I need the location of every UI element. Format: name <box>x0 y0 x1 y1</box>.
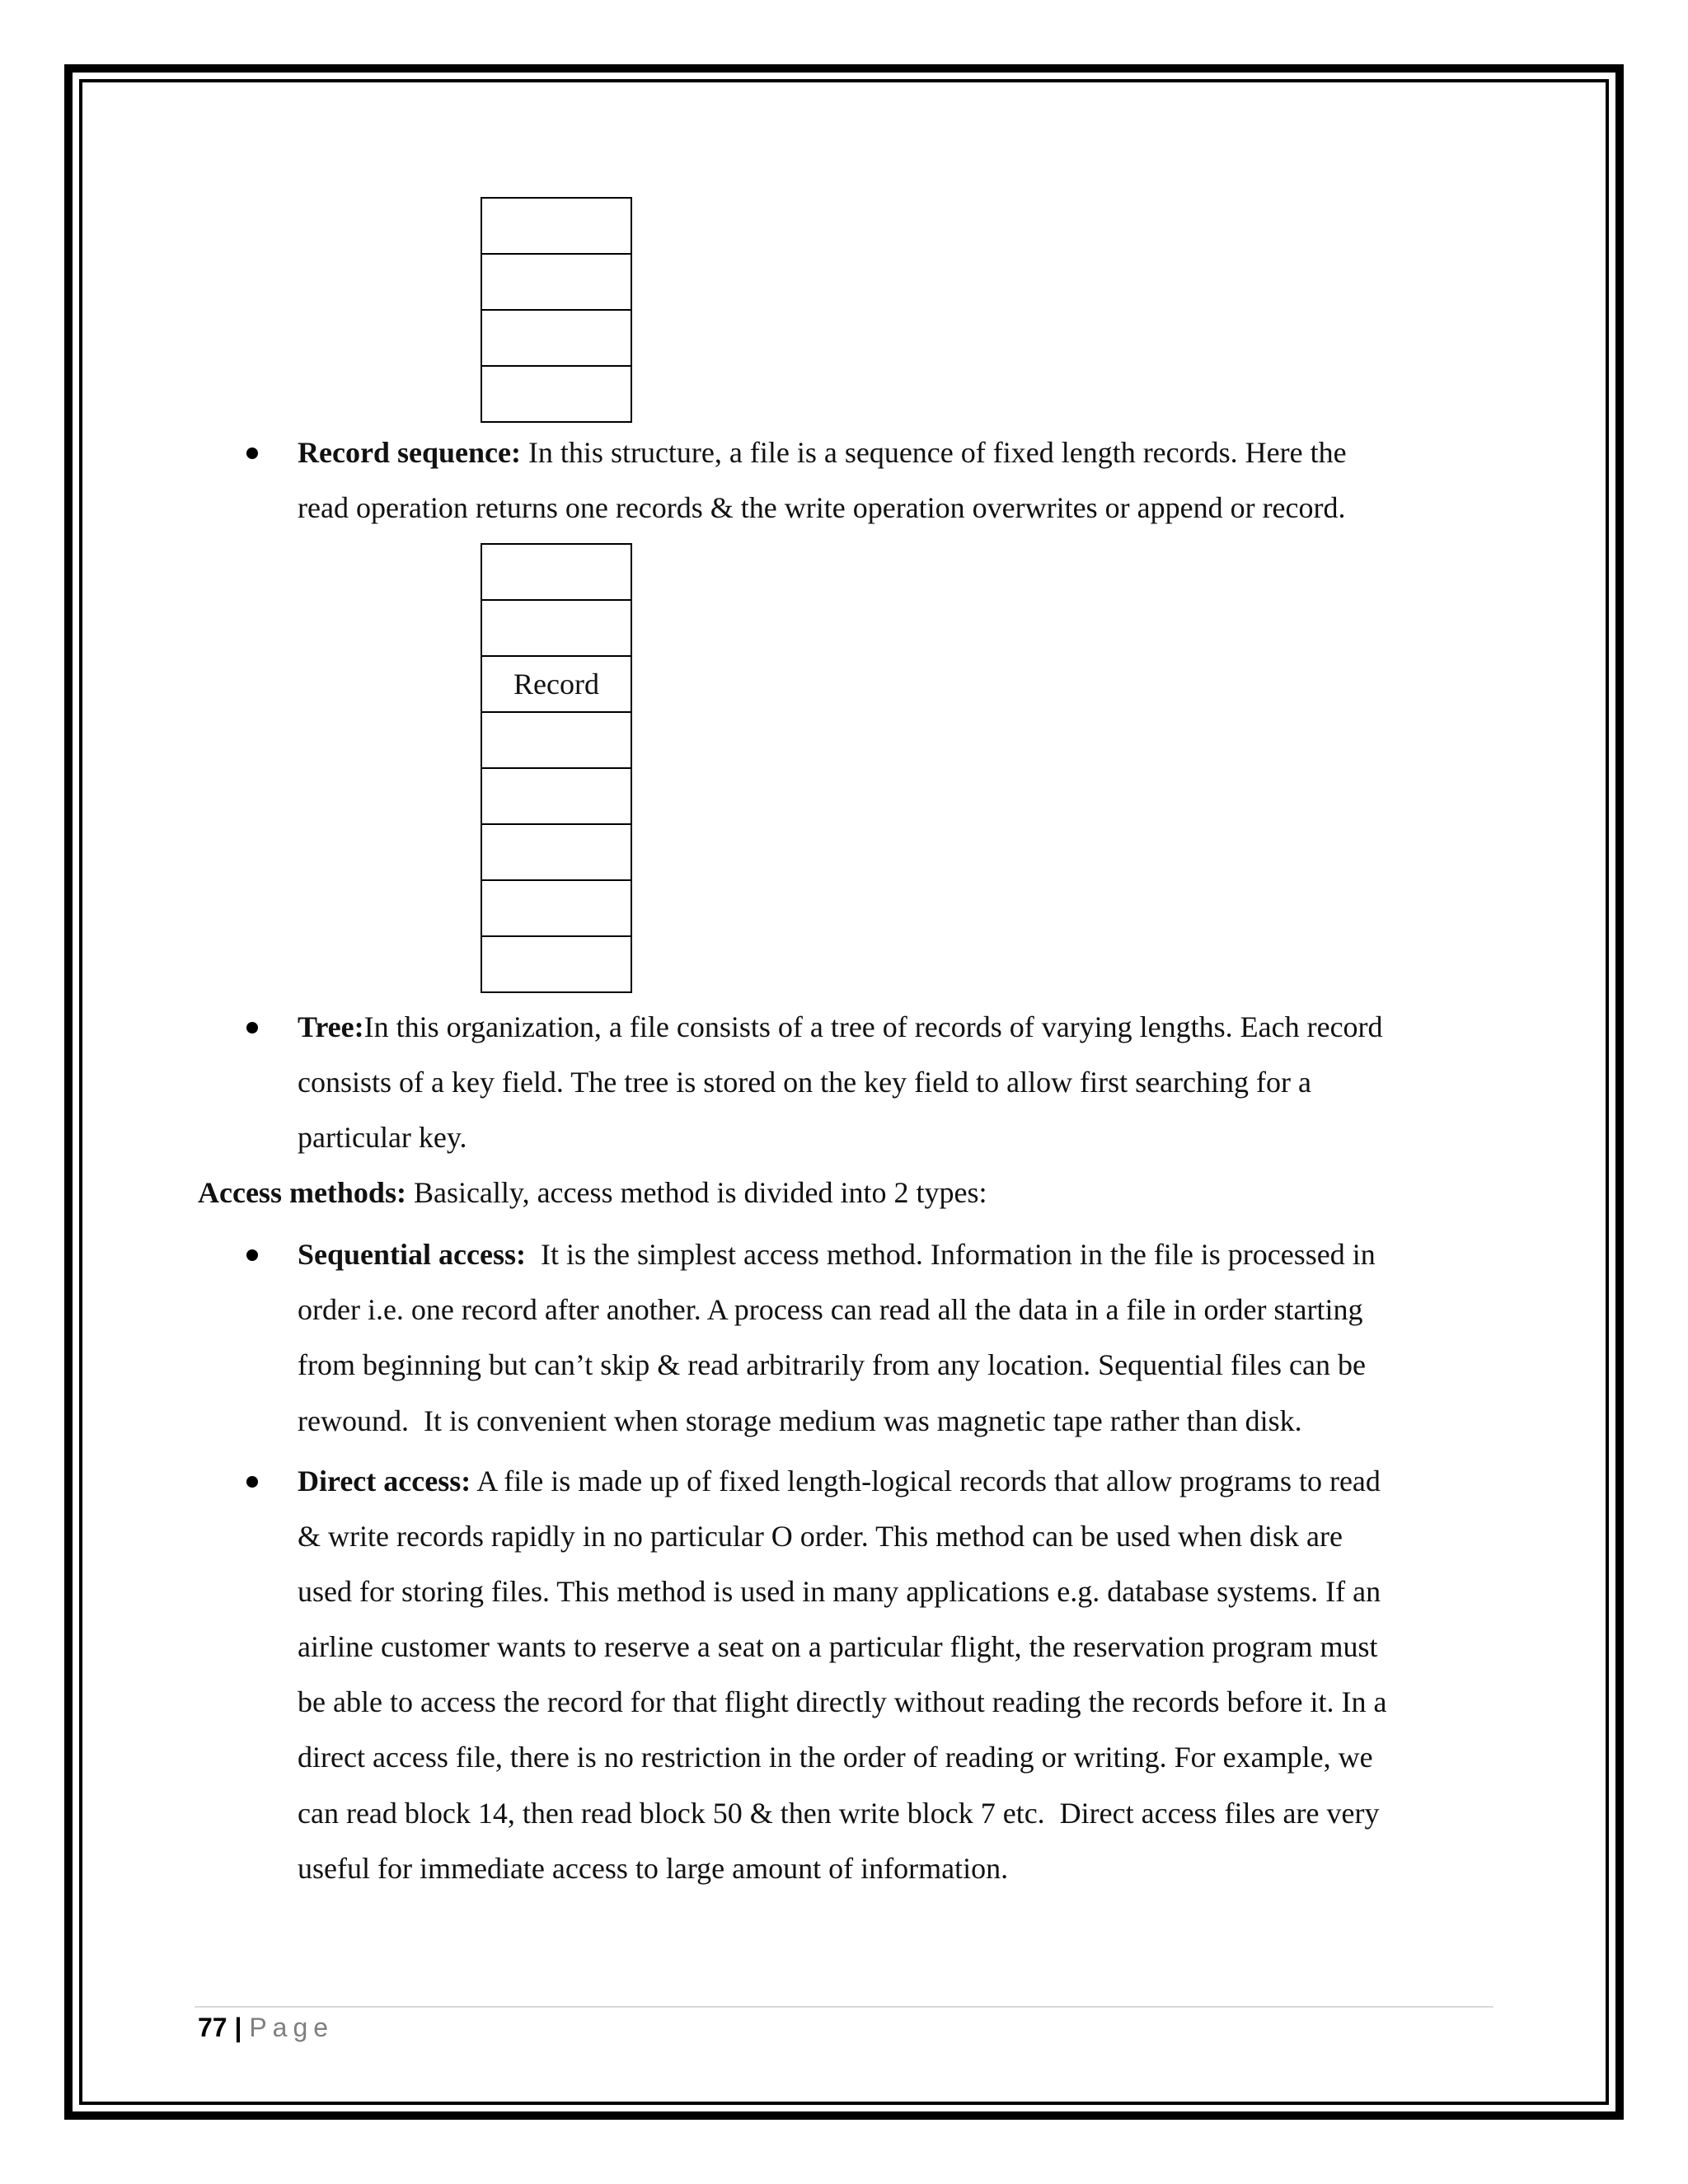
table-cell <box>481 880 631 936</box>
table-cell-record: Record <box>481 656 631 712</box>
access-methods-term: Access methods: <box>198 1176 406 1209</box>
table-cell <box>481 310 631 366</box>
direct-access-line-4: airline customer wants to reserve a seat on a particular flight, the reservation program must <box>298 1630 1378 1663</box>
page-separator: | <box>234 2013 242 2042</box>
page-word: Page <box>249 2013 335 2042</box>
direct-access-line-3: used for storing files. This method is used in many applications e.g. database systems. If an <box>298 1575 1381 1608</box>
tree-term: Tree: <box>298 1010 364 1043</box>
tree-line-2: consists of a key field. The tree is stored on the key field to allow first searching for a <box>298 1066 1311 1099</box>
table-cell <box>481 254 631 310</box>
table-cell <box>481 544 631 600</box>
direct-access-line-8: useful for immediate access to large amount of information. <box>298 1852 1009 1885</box>
access-methods-heading: Access methods: Basically, access method is divided into 2 types: <box>198 1176 987 1209</box>
tree-line-3: particular key. <box>298 1121 467 1154</box>
byte-sequence-table <box>481 197 632 423</box>
record-sequence-line-2: read operation returns one records & the write operation overwrites or append or record. <box>298 491 1346 524</box>
bullet-icon <box>246 1476 258 1488</box>
direct-access-line-6: direct access file, there is no restriction in the order of reading or writing. For example, we <box>298 1741 1373 1774</box>
sequential-access-term: Sequential access: <box>298 1238 526 1271</box>
record-sequence-term: Record sequence: <box>298 436 521 469</box>
table-cell <box>481 936 631 992</box>
page-footer <box>198 2014 334 2041</box>
record-sequence-line-1: Record sequence: In this structure, a file is a sequence of fixed length records. Here the <box>298 436 1347 469</box>
tree-line-1: Tree:In this organization, a file consists of a tree of records of varying lengths. Each record <box>298 1010 1383 1043</box>
table-cell <box>481 600 631 656</box>
direct-access-line-5: be able to access the record for that flight directly without reading the records before it. In a <box>298 1685 1387 1718</box>
table-cell <box>481 366 631 422</box>
sequential-access-line-4: rewound. It is convenient when storage medium was magnetic tape rather than disk. <box>298 1404 1302 1437</box>
sequential-access-line-2: order i.e. one record after another. A process can read all the data in a file in order starting <box>298 1293 1363 1326</box>
bullet-icon <box>246 1022 258 1033</box>
table-cell <box>481 824 631 880</box>
sequential-access-line-1: Sequential access: It is the simplest access method. Information in the file is processed in <box>298 1238 1376 1271</box>
direct-access-line-7: can read block 14, then read block 50 & then write block 7 etc. Direct access files are very <box>298 1797 1380 1830</box>
direct-access-term: Direct access: <box>298 1465 471 1497</box>
record-sequence-table <box>481 543 632 993</box>
table-cell <box>481 198 631 254</box>
direct-access-line-2: & write records rapidly in no particular O order. This method can be used when disk are <box>298 1520 1343 1553</box>
bullet-icon <box>246 1249 258 1261</box>
bullet-icon <box>246 448 258 459</box>
sequential-access-line-3: from beginning but can’t skip & read arbitrarily from any location. Sequential files can be <box>298 1348 1366 1381</box>
page-number: 77 <box>198 2013 227 2042</box>
direct-access-line-1: Direct access: A file is made up of fixed length-logical records that allow programs to read <box>298 1465 1381 1497</box>
table-cell <box>481 768 631 824</box>
footer-divider <box>195 2006 1493 2008</box>
table-cell <box>481 712 631 768</box>
